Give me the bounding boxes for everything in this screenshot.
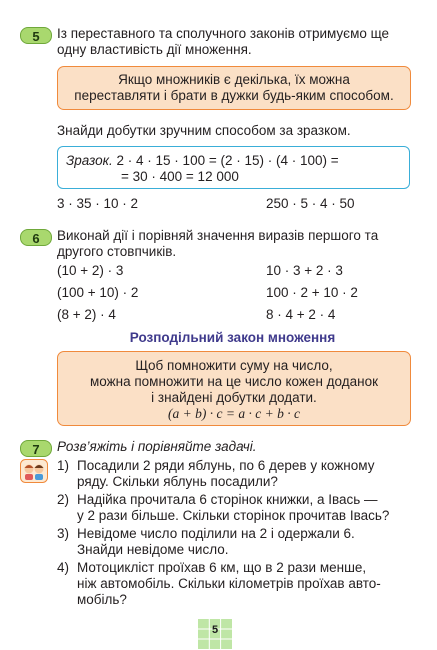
task6-intro-line1: Виконай дії і порівняй значення виразів першого та	[57, 228, 379, 243]
dist-rule-line2: можна помножити на це число кожен доданок	[89, 374, 378, 389]
rule-line2: переставляти і брати в дужки будь-яким способом.	[74, 88, 394, 103]
problem-4-line3: мобіль?	[77, 592, 127, 607]
task-number-7: 7	[20, 440, 52, 457]
task6-right-2: 100 · 2 + 10 · 2	[266, 285, 358, 300]
dist-rule-line3: і знайдені добутки додати.	[151, 390, 317, 405]
rule-line1: Якщо множників є декілька, їх можна	[118, 72, 350, 87]
problem-3-line2: Знайди невідоме число.	[77, 542, 229, 557]
task5-expr-left: 3 · 35 · 10 · 2	[57, 196, 139, 211]
task6-left-1: (10 + 2) · 3	[57, 263, 124, 278]
task-number-6: 6	[20, 229, 52, 246]
problem-3-number: 3)	[57, 526, 70, 541]
task6-left-2: (100 + 10) · 2	[57, 285, 139, 300]
sample-line1	[66, 153, 339, 169]
dist-rule-line1: Щоб помножити суму на число,	[135, 358, 333, 373]
rule-box-distributive	[57, 351, 411, 426]
problem-1-line2: ряду. Скільки яблунь посадили?	[77, 474, 278, 489]
page-number-box	[198, 619, 232, 649]
dist-formula: (a + b) · c = a · c + b · c	[168, 406, 300, 421]
task6-intro-line2: другого стовпчиків.	[57, 244, 177, 259]
rule-box-associative	[57, 66, 411, 110]
problem-2-number: 2)	[57, 492, 70, 507]
sample-line2: = 30 · 400 = 12 000	[121, 169, 239, 184]
task5-intro-line2: одну властивість дії множення.	[57, 42, 252, 57]
problem-3-line1: Невідоме число поділили на 2 і одержали 6.	[77, 526, 355, 541]
distributive-law-title	[0, 330, 437, 345]
problem-2-line1: Надійка прочитала 6 сторінок книжки, а Івась —	[77, 492, 378, 507]
task5-instruction: Знайди добутки зручним способом за зразком.	[57, 123, 351, 138]
task6-right-1: 10 · 3 + 2 · 3	[266, 263, 343, 278]
task7-title: Розв’яжіть і порівняйте задачі.	[57, 439, 257, 454]
sample-box	[57, 146, 410, 189]
sample-expression-1: 2 · 4 · 15 · 100 = (2 · 15) · (4 · 100) =	[116, 153, 339, 168]
task-number-5: 5	[20, 27, 52, 44]
problem-1-line1: Посадили 2 ряди яблунь, по 6 дерев у кожному	[77, 458, 375, 473]
problem-2-line2: у 2 рази більше. Скільки сторінок прочитав Івась?	[77, 508, 390, 523]
problem-4-number: 4)	[57, 560, 70, 575]
sample-label: Зразок.	[66, 153, 113, 168]
task6-left-3: (8 + 2) · 4	[57, 307, 116, 322]
pair-work-icon	[20, 459, 48, 483]
problem-4-line1: Мотоцикліст проїхав 6 км, що в 2 рази менше,	[77, 560, 367, 575]
problem-1-number: 1)	[57, 458, 70, 473]
task5-expr-right: 250 · 5 · 4 · 50	[266, 196, 355, 211]
law-title-text: Розподільний закон множення	[129, 330, 336, 345]
task5-intro-line1: Із переставного та сполучного законів отримуємо ще	[57, 26, 390, 41]
page-number: 5	[211, 624, 219, 636]
problem-4-line2: ніж автомобіль. Скільки кілометрів проїхав авто-	[77, 576, 381, 591]
task6-right-3: 8 · 4 + 2 · 4	[266, 307, 336, 322]
